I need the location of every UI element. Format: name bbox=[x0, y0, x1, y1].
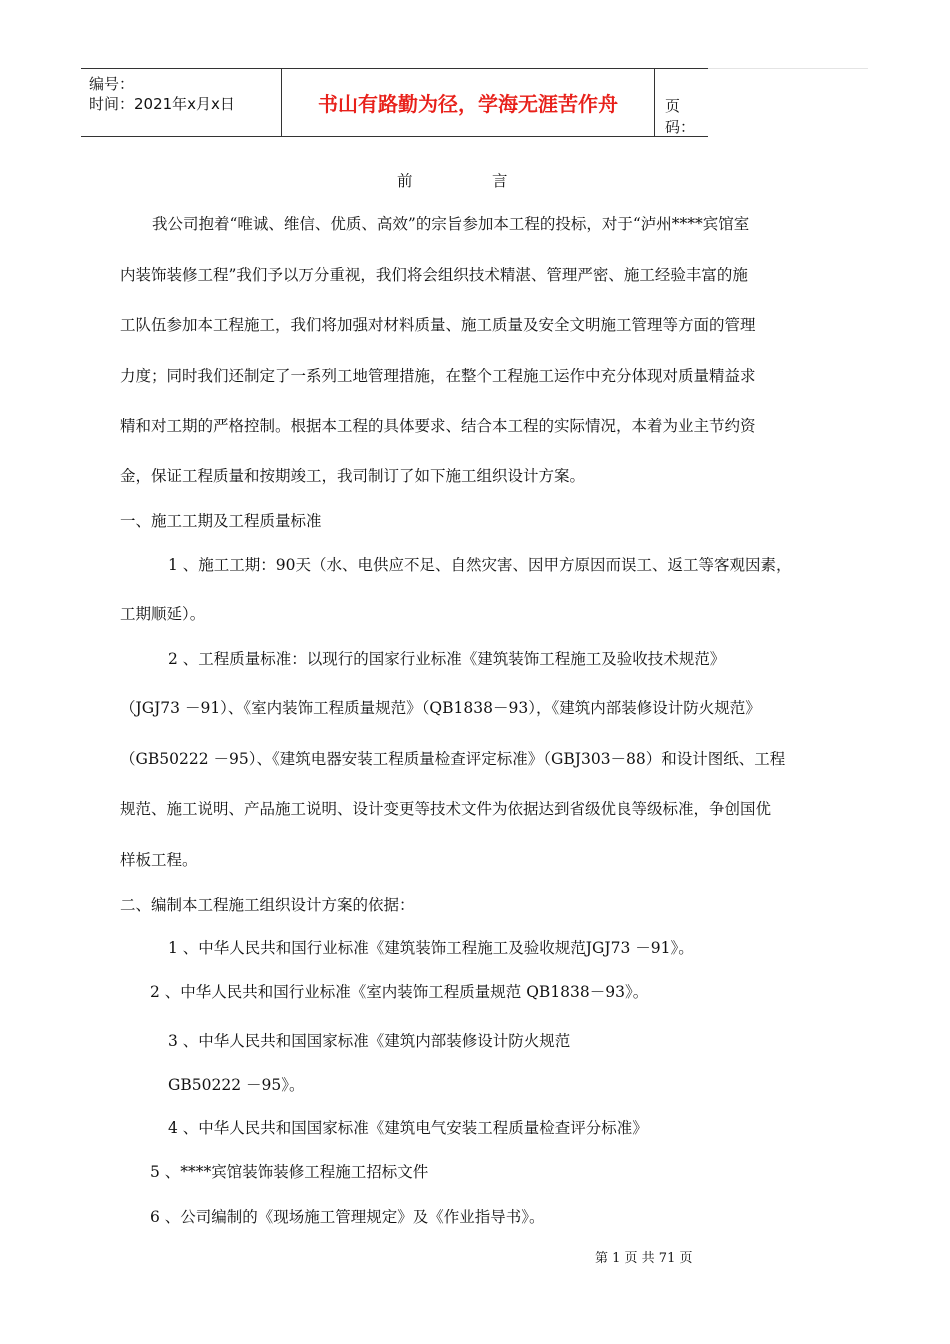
intro-line: 精和对工期的严格控制。根据本工程的具体要求、结合本工程的实际情况，本着为业主节约资 bbox=[120, 417, 756, 435]
header-info-cell bbox=[81, 69, 281, 136]
section1-item2-line: （GB50222 －95）、《建筑电器安装工程质量检查评定标准》（GBJ303－88）和设计图纸、工程 bbox=[120, 750, 786, 768]
intro-line: 工队伍参加本工程施工，我们将加强对材料质量、施工质量及安全文明施工管理等方面的管理 bbox=[120, 316, 756, 334]
section2-item: 1 、中华人民共和国行业标准《建筑装饰工程施工及验收规范JGJ73 －91》。 bbox=[168, 939, 694, 957]
section2-item: 4 、中华人民共和国国家标准《建筑电气安装工程质量检查评分标准》 bbox=[168, 1119, 648, 1137]
section1-item1-line: 1 、施工工期：90天（水、电供应不足、自然灾害、因甲方原因而误工、返工等客观因素， bbox=[168, 556, 792, 574]
intro-line: 我公司抱着“唯诚、维信、优质、高效”的宗旨参加本工程的投标，对于“泸州****宾馆室 bbox=[152, 215, 750, 233]
section-heading: 一、施工工期及工程质量标准 bbox=[120, 512, 322, 530]
section2-item: GB50222 －95》。 bbox=[168, 1076, 305, 1094]
header-divider bbox=[654, 69, 655, 136]
section1-item2-line: 规范、施工说明、产品施工说明、设计变更等技术文件为依据达到省级优良等级标准，争创国优 bbox=[120, 800, 772, 818]
intro-line: 内装饰装修工程”我们予以万分重视，我们将会组织技术精湛、管理严密、施工经验丰富的施 bbox=[120, 266, 748, 284]
section2-item: 3 、中华人民共和国国家标准《建筑内部装修设计防火规范 bbox=[168, 1032, 571, 1050]
page-footer: 第 1 页 共 71 页 bbox=[595, 1251, 693, 1266]
section1-item2-line: （JGJ73 －91）、《室内装饰工程质量规范》（QB1838－93），《建筑内部装修设计防火规范》 bbox=[120, 699, 761, 717]
section1-item2-line: 样板工程。 bbox=[120, 851, 198, 869]
number-label: 编号： bbox=[89, 75, 135, 93]
date-label: 时间：2021年x月x日 bbox=[89, 95, 235, 113]
page-number-label: 页码： bbox=[665, 97, 696, 136]
intro-line: 金，保证工程质量和按期竣工，我司制订了如下施工组织设计方案。 bbox=[120, 467, 586, 485]
section2-item: 2 、中华人民共和国行业标准《室内装饰工程质量规范 QB1838－93》。 bbox=[150, 983, 649, 1001]
section2-item: 5 、****宾馆装饰装修工程施工招标文件 bbox=[150, 1163, 429, 1181]
section1-item2-line: 2 、工程质量标准：以现行的国家行业标准《建筑装饰工程施工及验收技术规范》 bbox=[168, 650, 726, 668]
header-rule-extension bbox=[708, 68, 868, 69]
section-heading: 二、编制本工程施工组织设计方案的依据： bbox=[120, 896, 415, 914]
section2-item: 6 、公司编制的《现场施工管理规定》及《作业指导书》。 bbox=[150, 1208, 545, 1226]
header-motto: 书山有路勤为径，学海无涯苦作舟 bbox=[318, 92, 618, 116]
header-table bbox=[81, 68, 708, 137]
doc-title-part1: 前 bbox=[397, 172, 413, 190]
intro-line: 力度；同时我们还制定了一系列工地管理措施，在整个工程施工运作中充分体现对质量精益求 bbox=[120, 367, 756, 385]
section1-item1-line: 工期顺延）。 bbox=[120, 605, 206, 623]
doc-title-part2: 言 bbox=[492, 172, 508, 190]
